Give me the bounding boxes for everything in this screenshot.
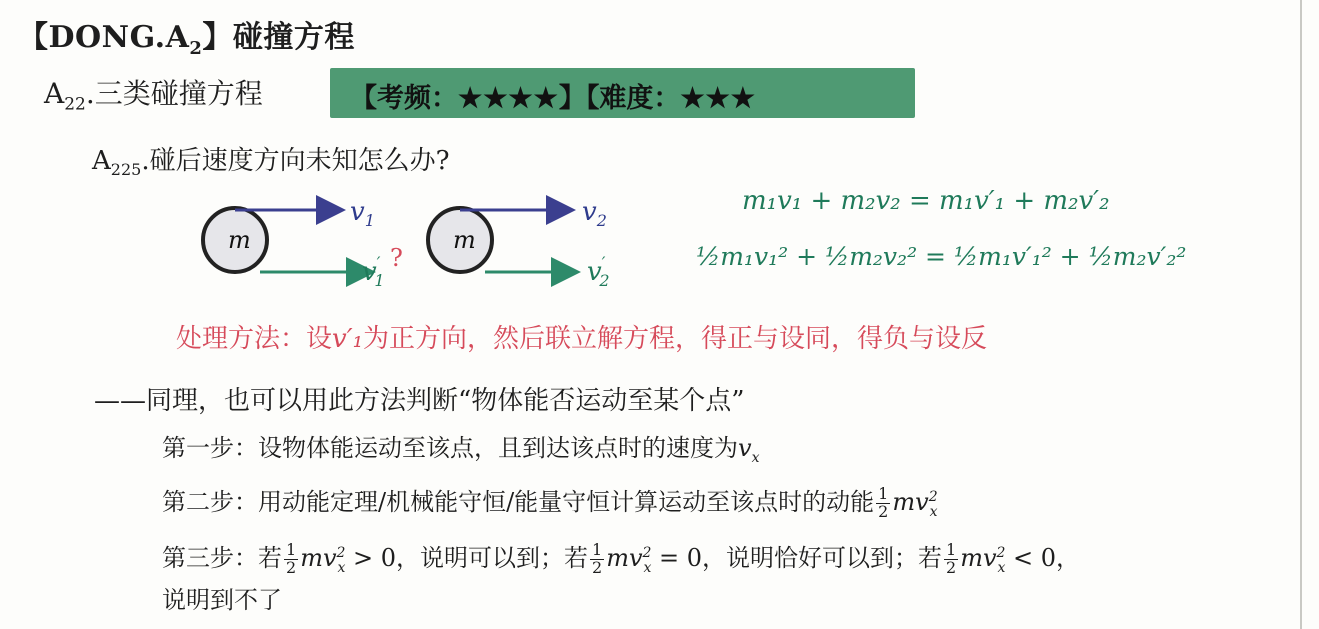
question-mark: ? — [390, 244, 403, 272]
right-margin-rule — [1300, 0, 1302, 629]
momentum-equation: m₁v₁ + m₂v₂ = m₁v′₁ + m₂v′₂ — [742, 186, 1110, 216]
difficulty-stars: ★★★ — [680, 83, 756, 114]
energy-equation: ½m₁v₁² + ½m₂v₂² = ½m₁v′₁² + ½m₂v′₂² — [696, 242, 1187, 271]
collision-diagram — [190, 180, 640, 290]
step-1: 第一步：设物体能运动至该点，且到达该点时的速度为$v_x$ — [162, 434, 760, 466]
label-v1-prime: v′ 1 — [362, 253, 385, 290]
label-v2-prime: v′ 2 — [587, 253, 610, 290]
analogy-text: ——同理，也可以用此方法判断“物体能否运动至某个点” — [94, 386, 745, 416]
label-v2: $v_2$ — [582, 197, 607, 230]
ball-1-label: m — [228, 226, 251, 254]
subsection-title: $A_{22}$.三类碰撞方程 — [44, 77, 263, 115]
label-v1: $v_1$ — [350, 197, 375, 230]
rating-banner-text: 【考频：★★★★】【难度：★★★ — [350, 83, 756, 114]
step-3-continuation: 说明到不了 — [162, 586, 282, 614]
step-3: 第三步：若 $\frac{1}{2}$ $mv^2_x > 0$，说明可以到；若 $\frac{1}{2}$ $mv^2_x = 0$，说明恰好可以到；若 $\frac{1}{2}$ $mv^2_x < 0$， — [162, 540, 1080, 577]
section-title: 【$DONG.A_2$】碰撞方程 — [18, 20, 355, 59]
method-text: 处理方法：设v′₁为正方向，然后联立解方程，得正与设同，得负与设反 — [176, 324, 988, 354]
question-title: $A_{225}$.碰后速度方向未知怎么办? — [92, 146, 450, 180]
frequency-stars: ★★★★ — [458, 83, 559, 114]
step-2: 第二步：用动能定理/机械能守恒/能量守恒计算运动至该点时的动能 $\frac{1}{2}$ $mv^2_x$ — [162, 484, 938, 521]
ball-2-label: m — [453, 226, 476, 254]
